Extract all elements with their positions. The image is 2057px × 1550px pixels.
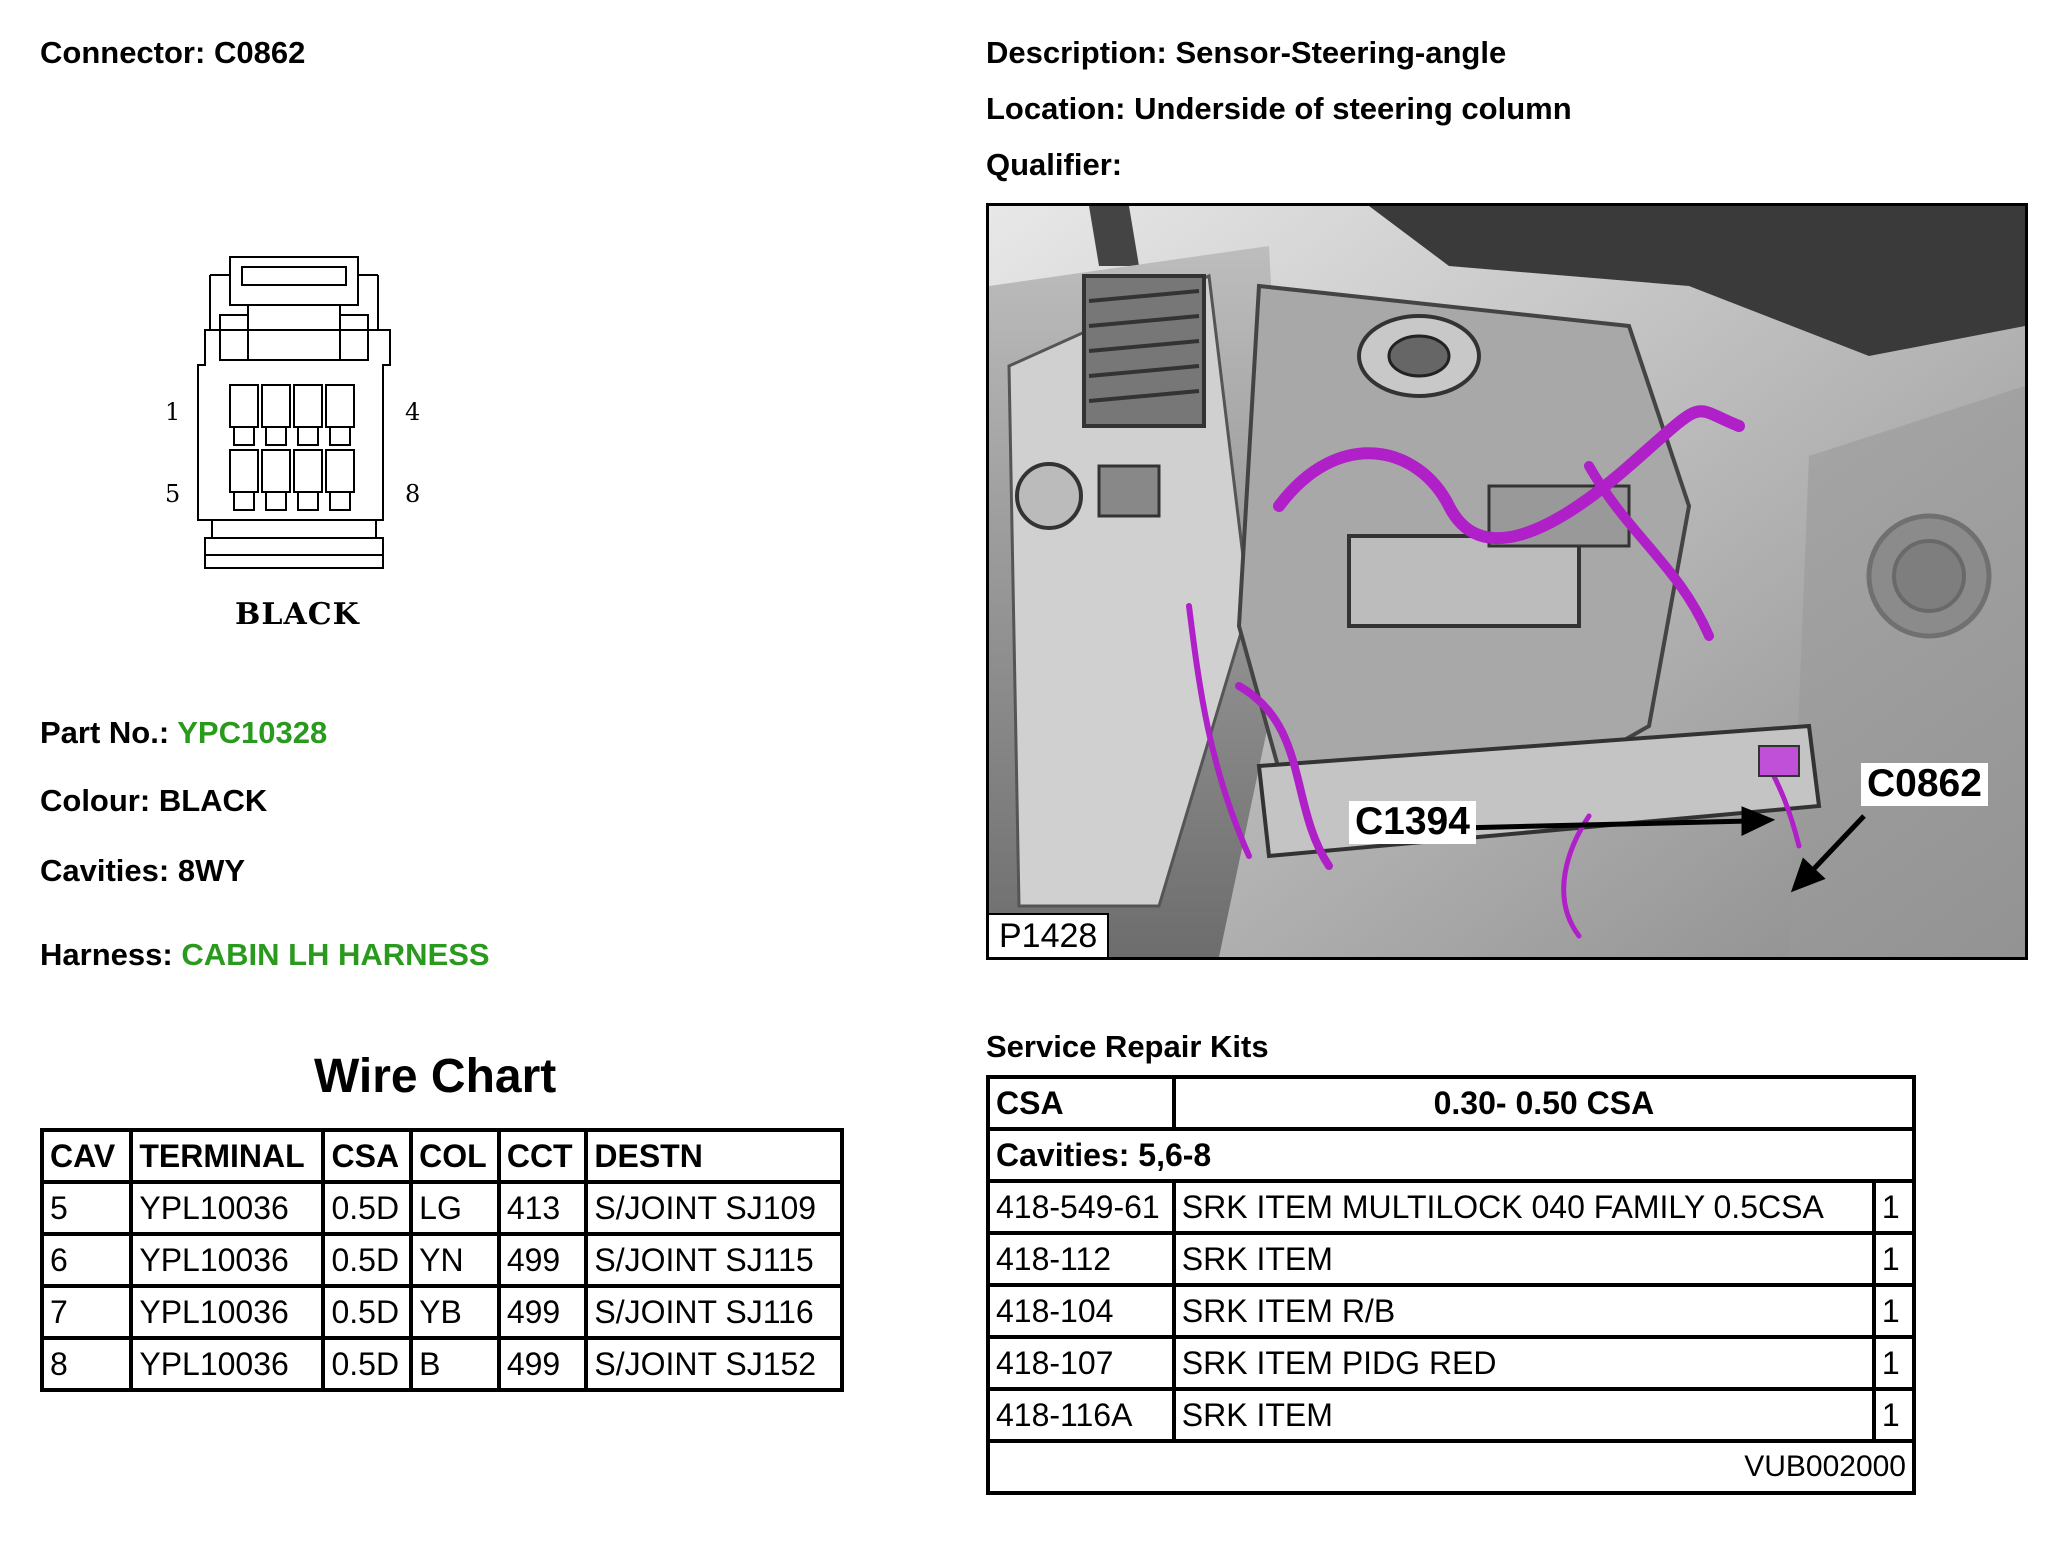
part-line — [40, 717, 327, 748]
service-kits-table — [986, 1075, 1916, 1495]
table-cell: 499 — [499, 1286, 587, 1338]
table-cell: 499 — [499, 1234, 587, 1286]
cavities-line — [40, 855, 245, 886]
table-cell: 6 — [42, 1234, 131, 1286]
table-cell: 0.5D — [323, 1286, 411, 1338]
table-cell: 8 — [42, 1338, 131, 1390]
connector-diagram — [150, 245, 421, 632]
table-cell: S/JOINT SJ152 — [586, 1338, 842, 1390]
header-cav: CAV — [42, 1130, 131, 1182]
header-cct: CCT — [499, 1130, 587, 1182]
description-line — [986, 37, 1506, 68]
table-cell: 0.5D — [323, 1338, 411, 1390]
kit-quantity: 1 — [1874, 1337, 1914, 1389]
table-row — [988, 1285, 1914, 1337]
qualifier-label: Qualifier: — [986, 147, 1123, 182]
table-row — [42, 1286, 842, 1338]
cavities-value: 8WY — [177, 853, 246, 888]
table-cell: 499 — [499, 1338, 587, 1390]
connector-value: C0862 — [213, 35, 306, 70]
table-cell: B — [411, 1338, 499, 1390]
kit-part-number: 418-549-61 — [988, 1181, 1174, 1233]
colour-line — [40, 785, 267, 816]
connector-label: Connector: — [40, 35, 206, 70]
kit-part-number: 418-104 — [988, 1285, 1174, 1337]
table-cell: 413 — [499, 1182, 587, 1234]
wire-chart-header-row — [42, 1130, 842, 1182]
header-csa: CSA — [323, 1130, 411, 1182]
table-cell: YB — [411, 1286, 499, 1338]
description-value: Sensor-Steering-angle — [1175, 35, 1507, 70]
kit-quantity: 1 — [1874, 1389, 1914, 1441]
harness-label: Harness: — [40, 937, 173, 972]
table-cell: YPL10036 — [131, 1286, 323, 1338]
footer-row — [988, 1441, 1914, 1493]
table-row — [42, 1182, 842, 1234]
table-cell: S/JOINT SJ116 — [586, 1286, 842, 1338]
colour-label: Colour: — [40, 783, 151, 818]
csa-label: CSA — [988, 1077, 1174, 1129]
kit-description: SRK ITEM — [1174, 1233, 1874, 1285]
connector-heading — [40, 37, 305, 68]
table-row — [988, 1233, 1914, 1285]
connector-colour-caption: BLACK — [235, 597, 360, 632]
table-row — [988, 1337, 1914, 1389]
table-cell: LG — [411, 1182, 499, 1234]
table-row — [988, 1181, 1914, 1233]
service-kits-title: Service Repair Kits — [986, 1029, 1269, 1064]
qualifier-line — [986, 149, 1122, 180]
location-photo — [986, 203, 2028, 960]
pin-label-8: 8 — [405, 480, 421, 508]
wire-chart-title: Wire Chart — [314, 1050, 557, 1103]
colour-value: BLACK — [158, 783, 268, 818]
wire-chart-table — [40, 1128, 844, 1392]
kit-quantity: 1 — [1874, 1233, 1914, 1285]
table-row — [42, 1338, 842, 1390]
location-label: Location: — [986, 91, 1126, 126]
part-label: Part No.: — [40, 715, 170, 750]
harness-value: CABIN LH HARNESS — [181, 937, 490, 972]
kit-description: SRK ITEM MULTILOCK 040 FAMILY 0.5CSA — [1174, 1181, 1874, 1233]
location-line — [986, 93, 1572, 124]
table-row — [988, 1389, 1914, 1441]
pin-label-5: 5 — [165, 480, 181, 508]
pin-label-4: 4 — [405, 398, 421, 426]
table-cell: YPL10036 — [131, 1234, 323, 1286]
location-value: Underside of steering column — [1134, 91, 1572, 126]
harness-line — [40, 939, 490, 970]
callout-c1394: C1394 — [1349, 801, 1476, 844]
csa-value: 0.30- 0.50 CSA — [1174, 1077, 1914, 1129]
description-label: Description: — [986, 35, 1167, 70]
table-cell: S/JOINT SJ115 — [586, 1234, 842, 1286]
kit-description: SRK ITEM PIDG RED — [1174, 1337, 1874, 1389]
table-cell: S/JOINT SJ109 — [586, 1182, 842, 1234]
part-value: YPC10328 — [177, 715, 328, 750]
pin-label-1: 1 — [165, 398, 181, 426]
table-cell: YPL10036 — [131, 1338, 323, 1390]
kit-quantity: 1 — [1874, 1285, 1914, 1337]
csa-row — [988, 1077, 1914, 1129]
steering-column-illustration — [989, 206, 2025, 957]
kit-cavities: Cavities: 5,6-8 — [988, 1129, 1914, 1181]
connector-face-icon — [150, 245, 400, 585]
header-terminal: TERMINAL — [131, 1130, 323, 1182]
callout-c0862: C0862 — [1861, 763, 1988, 806]
kit-footer-code: VUB002000 — [988, 1441, 1914, 1493]
table-cell: 0.5D — [323, 1234, 411, 1286]
table-cell: YPL10036 — [131, 1182, 323, 1234]
table-cell: 5 — [42, 1182, 131, 1234]
kit-part-number: 418-116A — [988, 1389, 1174, 1441]
kit-description: SRK ITEM — [1174, 1389, 1874, 1441]
table-cell: 7 — [42, 1286, 131, 1338]
kit-quantity: 1 — [1874, 1181, 1914, 1233]
kit-part-number: 418-107 — [988, 1337, 1174, 1389]
kit-part-number: 418-112 — [988, 1233, 1174, 1285]
table-cell: YN — [411, 1234, 499, 1286]
table-row — [42, 1234, 842, 1286]
photo-reference: P1428 — [989, 913, 1109, 957]
kit-description: SRK ITEM R/B — [1174, 1285, 1874, 1337]
table-cell: 0.5D — [323, 1182, 411, 1234]
cavities-row — [988, 1129, 1914, 1181]
cavities-label: Cavities: — [40, 853, 170, 888]
header-col: COL — [411, 1130, 499, 1182]
header-destn: DESTN — [586, 1130, 842, 1182]
